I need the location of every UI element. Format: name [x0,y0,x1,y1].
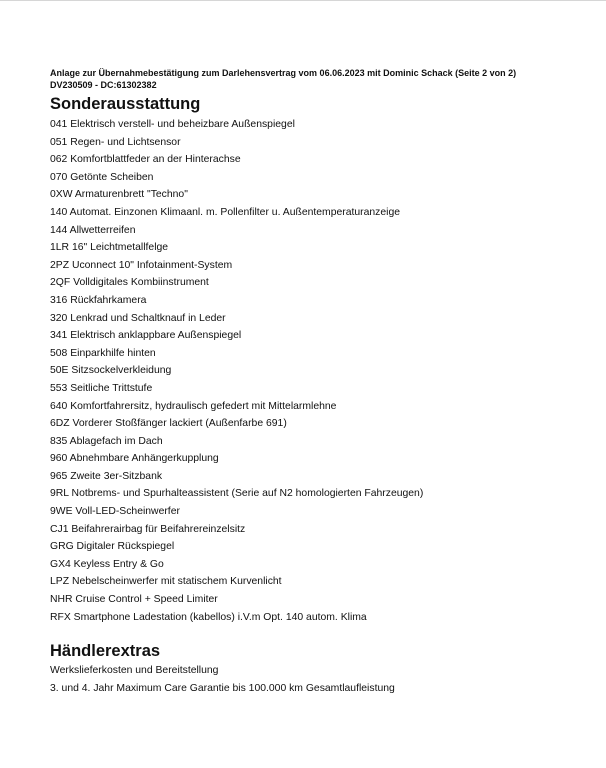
list-item: GX4 Keyless Entry & Go [50,558,164,570]
list-item: 062 Komfortblattfeder an der Hinterachse [50,154,241,166]
list-item: 041 Elektrisch verstell- und beheizbare Außenspiegel [50,119,295,130]
list-item: Werkslieferkosten und Bereitstellung [50,665,219,677]
document-header [50,67,590,91]
header-line-1: Anlage zur Übernahmebestätigung zum Darlehensvertrag vom 06.06.2023 mit Dominic Schack (Seite 2 von 2) [50,68,517,78]
list-item: 070 Getönte Scheiben [50,171,154,183]
section-title-haendlerextras: Händlerextras [50,642,161,661]
list-item: 1LR 16" Leichtmetallfelge [50,242,169,254]
page-edge [0,0,606,1]
list-item: 144 Allwetterreifen [50,224,136,236]
list-item: 835 Ablagefach im Dach [50,435,163,447]
section-title-sonderausstattung: Sonderausstattung [50,95,201,113]
list-item: 965 Zweite 3er-Sitzbank [50,470,163,482]
list-item: 508 Einparkhilfe hinten [50,347,156,359]
list-item: 9WE Voll-LED-Scheinwerfer [50,506,180,518]
list-item: 051 Regen- und Lichtsensor [50,136,181,148]
list-item: 3. und 4. Jahr Maximum Care Garantie bis 100.000 km Gesamtlaufleistung [50,682,395,694]
list-item: LPZ Nebelscheinwerfer mit statischem Kurvenlicht [50,576,282,588]
list-item: 140 Automat. Einzonen Klimaanl. m. Pollenfilter u. Außentemperaturanzeige [50,206,401,218]
list-item: 960 Abnehmbare Anhängerkupplung [50,453,219,465]
list-item: 553 Seitliche Trittstufe [50,382,153,394]
document-page [50,67,590,697]
list-item: 320 Lenkrad und Schaltknauf in Leder [50,312,226,324]
list-item: NHR Cruise Control + Speed Limiter [50,594,218,606]
list-item: 6DZ Vorderer Stoßfänger lackiert (Außenfarbe 691) [50,418,287,430]
list-item: 2PZ Uconnect 10" Infotainment-System [50,259,233,271]
list-item: GRG Digitaler Rückspiegel [50,541,175,553]
sonderausstattung-list [50,116,590,626]
list-item: 316 Rückfahrkamera [50,294,147,306]
list-item: 341 Elektrisch anklappbare Außenspiegel [50,330,242,342]
list-item: 640 Komfortfahrersitz, hydraulisch gefedert mit Mittelarmlehne [50,400,337,412]
list-item: RFX Smartphone Ladestation (kabellos) i.V.m Opt. 140 autom. Klima [50,611,367,623]
list-item: 9RL Notbrems- und Spurhalteassistent (Serie auf N2 homologierten Fahrzeugen) [50,488,424,500]
haendlerextras-list [50,662,590,697]
list-item: 2QF Volldigitales Kombiinstrument [50,277,209,289]
header-line-2: DV230509 - DC:61302382 [50,80,157,90]
list-item: CJ1 Beifahrerairbag für Beifahrereinzelsitz [50,523,246,535]
list-item: 50E Sitzsockelverkleidung [50,365,172,377]
list-item: 0XW Armaturenbrett "Techno" [50,189,188,201]
